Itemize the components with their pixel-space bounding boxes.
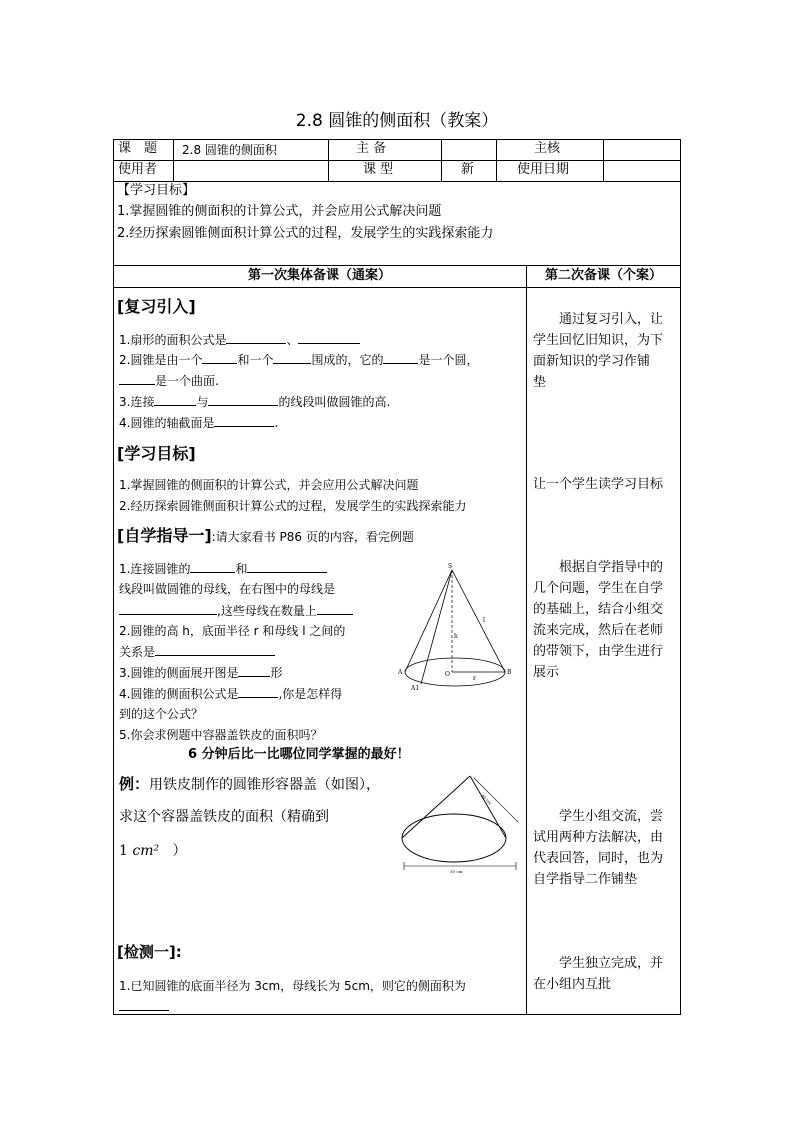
type-value: 新 [461,162,475,177]
right-column-header: 第二次备课（个案） [544,268,662,283]
cone-diagram [395,560,520,695]
prep-label: 主 备 [356,141,387,156]
dim-slant: 40 cm [480,793,493,806]
guide-q4-cont: 到的这个公式？ [119,707,204,721]
guide-heading-line: [自学指导一]:请大家看书 P86 页的内容，看完例题 [117,526,414,545]
label-l: l [483,617,485,624]
guide-q3: 3.圆锥的侧面展开图是 形 [119,663,282,682]
label-b: B [507,669,512,676]
date-label: 使用日期 [517,162,570,177]
label-s: S [448,563,453,570]
review-heading: [复习引入] [117,297,196,316]
note-test: 学生独立完成，并 在小组内互批 [533,956,664,992]
review-q1: 1.扇形的面积公式是 、 [119,330,360,349]
goals-heading: [学习目标] [117,444,196,463]
goals-box-item: 2.经历探索圆锥侧面积计算公式的过程，发展学生的实践探索能力 [117,226,494,241]
goals-item: 2.经历探索圆锥侧面积计算公式的过程，发展学生的实践探索能力 [119,499,467,513]
review-q2: 2.圆锥是由一个 和一个 围成的，它的 是一个圆， [119,350,479,369]
topic-label: 课 题 [118,141,158,156]
note-example: 学生小组交流，尝 试用两种方法解决，由 代表回答，同时，也为 自学指导二作铺垫 [533,809,664,887]
page-title: 2.8 圆锥的侧面积（教案） [295,111,499,131]
guide-q1: 1.连接圆锥的 和 [119,559,327,578]
goals-item: 1.掌握圆锥的侧面积的计算公式，并会应用公式解决问题 [119,478,419,492]
review-q4: 4.圆锥的轴截面是 . [119,413,278,432]
note-guide: 根据自学指导中的 几个问题，学生在自学 的基础上，结合小组交 流来完成，然后在老师 的带领下，由学生进行 展示 [533,560,664,680]
guide-q1-cont: 线段叫做圆锥的母线，在右图中的母线是 [119,582,336,596]
guide-q4: 4.圆锥的侧面积公式是 ,你是怎样得 [119,684,342,703]
review-label: 主核 [534,141,561,156]
goals-box-item: 1.掌握圆锥的侧面积的计算公式，并会应用公式解决问题 [117,204,442,219]
example-unit: 1 cm² ） [119,843,187,859]
left-column-header: 第一次集体备课（通案） [247,268,391,283]
goals-box-heading: 【学习目标】 [117,183,196,198]
label-a: A [398,669,403,676]
guide-q2-cont: 关系是 [119,642,275,661]
review-q3: 3.连接 与 的线段叫做圆锥的高. [119,392,390,411]
test-q1: 1.已知圆锥的底面半径为 3cm，母线长为 5cm，则它的侧面积为 [119,979,466,993]
type-label: 课 型 [363,162,394,177]
label-o: O [445,671,450,678]
dim-base: 30 cm [450,869,463,874]
note-review: 通过复习引入，让 学生回忆旧知识，为下 面新知识的学习作铺 垫 [533,312,664,390]
test-heading: [检测一]: [117,943,182,961]
guide-challenge: 6 分钟后比一比哪位同学掌握的最好！ [188,747,410,762]
label-h: h [454,633,458,640]
example-line2: 求这个容器盖铁皮的面积（精确到 [119,809,329,825]
review-q2-cont: 是一个曲面. [119,371,219,390]
example-line1: 例：用铁皮制作的圆锥形容器盖（如图）， [119,775,381,793]
container-lid-diagram [398,770,528,885]
label-r: r [473,675,476,682]
note-goals: 让一个学生读学习目标 [533,477,664,492]
label-a1: A1 [411,685,420,692]
user-label: 使用者 [118,162,158,177]
guide-q2: 2.圆锥的高 h，底面半径 r 和母线 l 之间的 [119,624,346,638]
guide-q1-cont2: ,这些母线在数量上 [119,601,353,620]
guide-q5: 5.你会求例题中容器盖铁皮的面积吗？ [119,728,323,742]
topic-value: 2.8 圆锥的侧面积 [182,143,277,157]
test-q1-blank [119,997,169,1016]
